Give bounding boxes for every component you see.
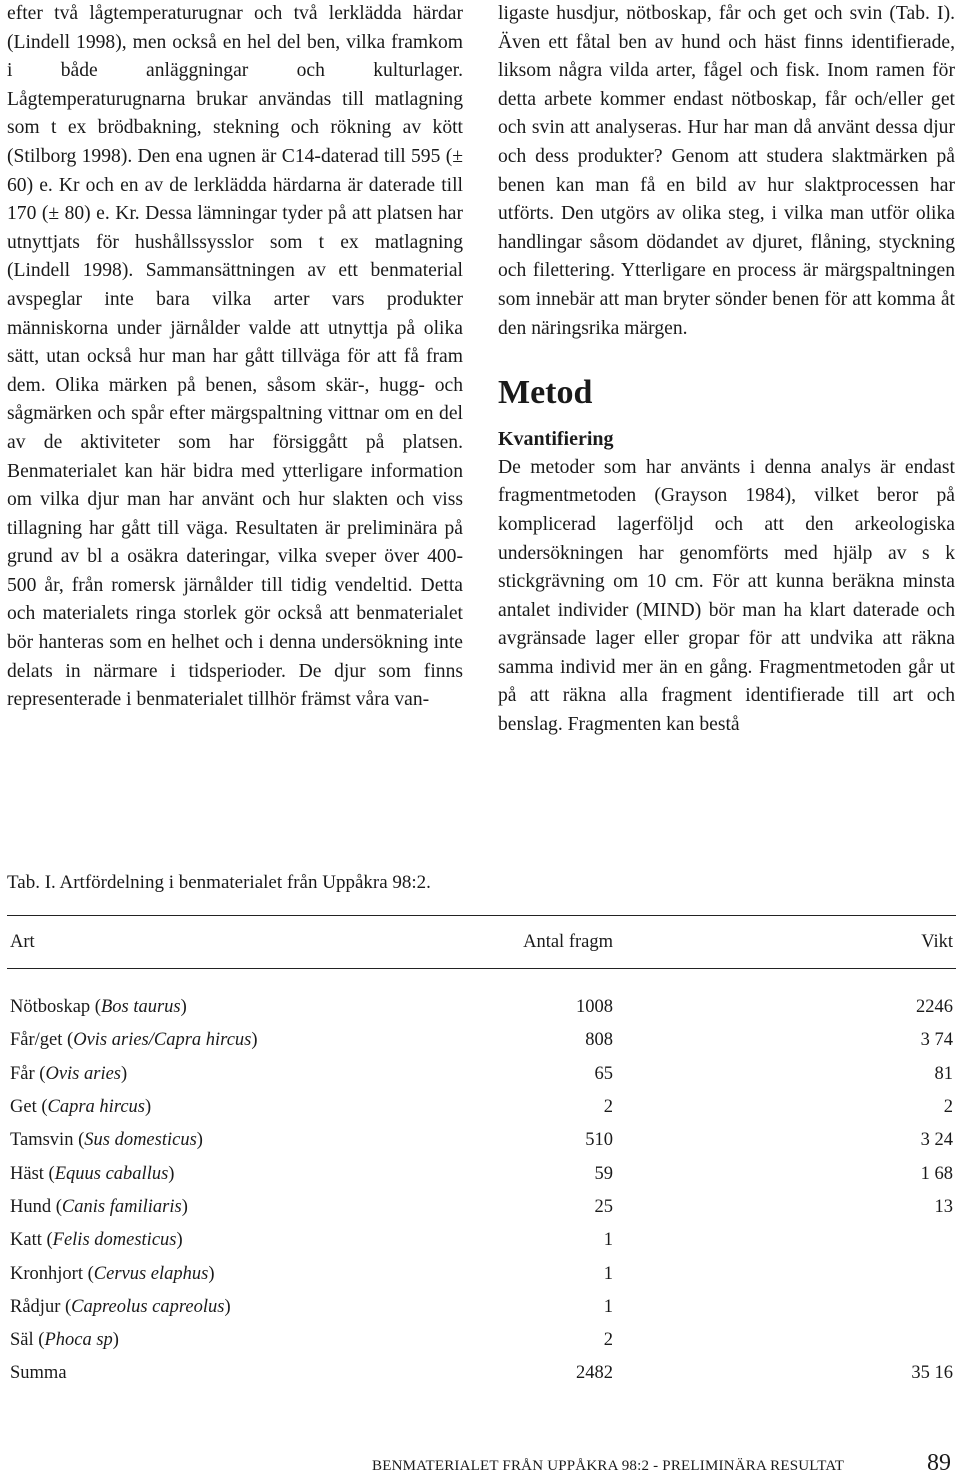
cell-vikt <box>616 1291 956 1324</box>
cell-art: Tamsvin (Sus domesticus) <box>10 1130 203 1151</box>
body-paragraph: De metoder som har använts i denna analys är endast fragmentmetoden (Grayson 1984), vilket beror på komplicerad lagerföljd och att den arkeologiska undersökningen har genomförts med hjälp av s k stickgrävning om 10 cm. För att kunna beräkna minsta antalet individer (MIND) bör man ha klart daterade och avgränsade lager eller gropar för att undvika att räkna samma individ mer än en gång. Fragmentmetoden går ut på att räkna alla fragment identifierade till art och benslag. Fragmenten kan bestå <box>498 456 955 736</box>
latin-name: Ovis aries <box>45 1063 122 1084</box>
latin-name: Cervus elaphus <box>93 1263 209 1284</box>
cell-art: Nötboskap (Bos taurus) <box>10 997 187 1018</box>
table-body <box>7 969 956 1391</box>
left-text-column <box>7 0 463 715</box>
cell-vikt: 1 68 <box>920 1163 953 1184</box>
latin-name: Bos taurus <box>100 997 181 1018</box>
species-name: Häst <box>10 1163 44 1184</box>
right-text-column <box>498 0 955 740</box>
latin-name: Phoca sp <box>44 1330 113 1351</box>
body-paragraph: ligaste husdjur, nötboskap, får och get och svin (Tab. I). Även ett fåtal ben av hund och häst finns identifierade, liksom några vilda arter, fågel och fisk. Inom ramen för detta arbete kommer endast nötboskap, får och/eller get och svin att analyseras. Hur har man då använt dessa djur och dess produkter? Genom att studera slaktmärken på benen kan man få en bild av hur slaktprocessen har utförts. Den utgörs av olika steg, i vilka man utför olika handlingar såsom dödandet av djuret, flåning, styckning och filettering. Ytterligare en process är märgspaltningen som innebär att man bryter sönder benen för att komma åt den näringsrika märgen. <box>498 3 955 339</box>
cell-antal: 25 <box>594 1196 613 1217</box>
latin-name: Capra hircus <box>47 1097 145 1118</box>
subsection-heading: Kvantifiering <box>498 428 614 451</box>
table-row <box>7 1324 956 1357</box>
cell-antal: 808 <box>585 1030 613 1051</box>
latin-name: Equus caballus <box>54 1163 169 1184</box>
cell-vikt <box>616 1224 956 1257</box>
cell-vikt <box>616 1324 956 1357</box>
cell-vikt: 2 <box>943 1097 953 1118</box>
latin-name: Ovis aries/Capra hircus <box>73 1030 252 1051</box>
table-row <box>7 1191 956 1224</box>
cell-antal: 1 <box>603 1263 613 1284</box>
cell-antal: 2 <box>603 1097 613 1118</box>
section-heading: Metod <box>498 374 593 412</box>
latin-name: Sus domesticus <box>84 1130 197 1151</box>
cell-vikt <box>616 1257 956 1290</box>
table-row <box>7 1357 956 1390</box>
cell-art: Får/get (Ovis aries/Capra hircus) <box>10 1030 258 1051</box>
species-name: Säl <box>10 1330 34 1351</box>
cell-art: Häst (Equus caballus) <box>10 1163 175 1184</box>
table-row <box>7 1157 956 1190</box>
cell-antal: 1008 <box>576 997 613 1018</box>
latin-name: Capreolus capreolus <box>71 1296 225 1317</box>
cell-antal: 1 <box>603 1230 613 1251</box>
table-row <box>7 969 956 1025</box>
cell-antal: 1 <box>603 1296 613 1317</box>
latin-name: Canis familiaris <box>61 1196 182 1217</box>
species-name: Får/get <box>10 1030 63 1051</box>
table-row <box>7 1058 956 1091</box>
cell-vikt: 2246 <box>916 997 953 1018</box>
cell-art: Katt (Felis domesticus) <box>10 1230 183 1251</box>
species-name: Katt <box>10 1230 42 1251</box>
species-name: Får <box>10 1063 35 1084</box>
species-name: Hund <box>10 1196 52 1217</box>
header-art: Art <box>7 916 393 969</box>
table-row <box>7 1224 956 1257</box>
cell-art: Get (Capra hircus) <box>10 1097 152 1118</box>
latin-name: Felis domesticus <box>52 1230 177 1251</box>
cell-art: Får (Ovis aries) <box>10 1063 128 1084</box>
table-row <box>7 1257 956 1290</box>
cell-antal: 65 <box>594 1063 613 1084</box>
page-number: 89 <box>927 1450 951 1476</box>
species-name: Kronhjort <box>10 1263 83 1284</box>
cell-antal: 2482 <box>576 1363 613 1384</box>
body-paragraph: efter två lågtemperaturugnar och två lerklädda härdar (Lindell 1998), men också en hel del ben, vilka framkom i både anläggningar och kulturlager. Lågtemperaturugnarna brukar användas till matlagning som t ex brödbakning, stekning och rökning av kött (Stilborg 1998). Den ena ugnen är C14-daterad till 595 (± 60) e. Kr och en av de lerklädda härdarna är daterade till 170 (± 80) e. Kr. Dessa lämningar tyder på att platsen har utnyttjats för hushållssysslor som t ex matlagning (Lindell 1998). Sammansättningen av ett benmaterial avspeglar inte bara vilka arter vars produkter människorna under järnålder valde att utnyttja på olika sätt, utan också hur man har gått tillväga för att få fram dem. Olika märken på benen, såsom skär-, hugg- och sågmärken och spår efter märgspaltning vittnar om en del av de aktiviteter som har försiggått på platsen. Benmaterialet kan här bidra med ytterligare information om vilka djur man har använt och hur slakten och viss tillagning har gått till väga. Resultaten är preliminära på grund av bl a osäkra dateringar, vilka sveper över 400-500 år, från romersk järnålder till tidig vendeltid. Detta och materialets ringa storlek gör också att benmaterialet bör hanteras som en helhet och i denna undersökning inte delats in närmare i tidsperioder. De djur som finns representerade i benmaterialet tillhör främst våra van- <box>7 3 463 711</box>
cell-antal: 510 <box>585 1130 613 1151</box>
cell-art: Kronhjort (Cervus elaphus) <box>10 1263 215 1284</box>
table-caption: Tab. I. Artfördelning i benmaterialet från Uppåkra 98:2. <box>7 872 431 893</box>
cell-art <box>7 1357 393 1390</box>
table-row <box>7 1124 956 1157</box>
table-header-row <box>7 916 956 969</box>
species-name: Tamsvin <box>10 1130 74 1151</box>
cell-art: Hund (Canis familiaris) <box>10 1196 188 1217</box>
running-footer: BENMATERIALET FRÅN UPPÅKRA 98:2 - PRELIMINÄRA RESULTAT <box>372 1458 845 1474</box>
cell-vikt: 81 <box>934 1063 953 1084</box>
species-table <box>7 915 956 1391</box>
table-row <box>7 1291 956 1324</box>
cell-vikt: 3 74 <box>920 1030 953 1051</box>
cell-antal: 2 <box>603 1330 613 1351</box>
cell-art: Säl (Phoca sp) <box>10 1330 119 1351</box>
cell-antal: 59 <box>594 1163 613 1184</box>
cell-art: Rådjur (Capreolus capreolus) <box>10 1296 231 1317</box>
header-vikt: Vikt <box>616 916 956 969</box>
species-name: Get <box>10 1097 37 1118</box>
header-antal: Antal fragm <box>393 916 616 969</box>
cell-vikt: 3 24 <box>920 1130 953 1151</box>
species-name: Summa <box>10 1363 67 1384</box>
species-name: Rådjur <box>10 1296 61 1317</box>
species-name: Nötboskap <box>10 997 91 1018</box>
cell-vikt: 13 <box>934 1196 953 1217</box>
table-row <box>7 1091 956 1124</box>
cell-vikt: 35 16 <box>911 1363 953 1384</box>
table-row <box>7 1024 956 1057</box>
